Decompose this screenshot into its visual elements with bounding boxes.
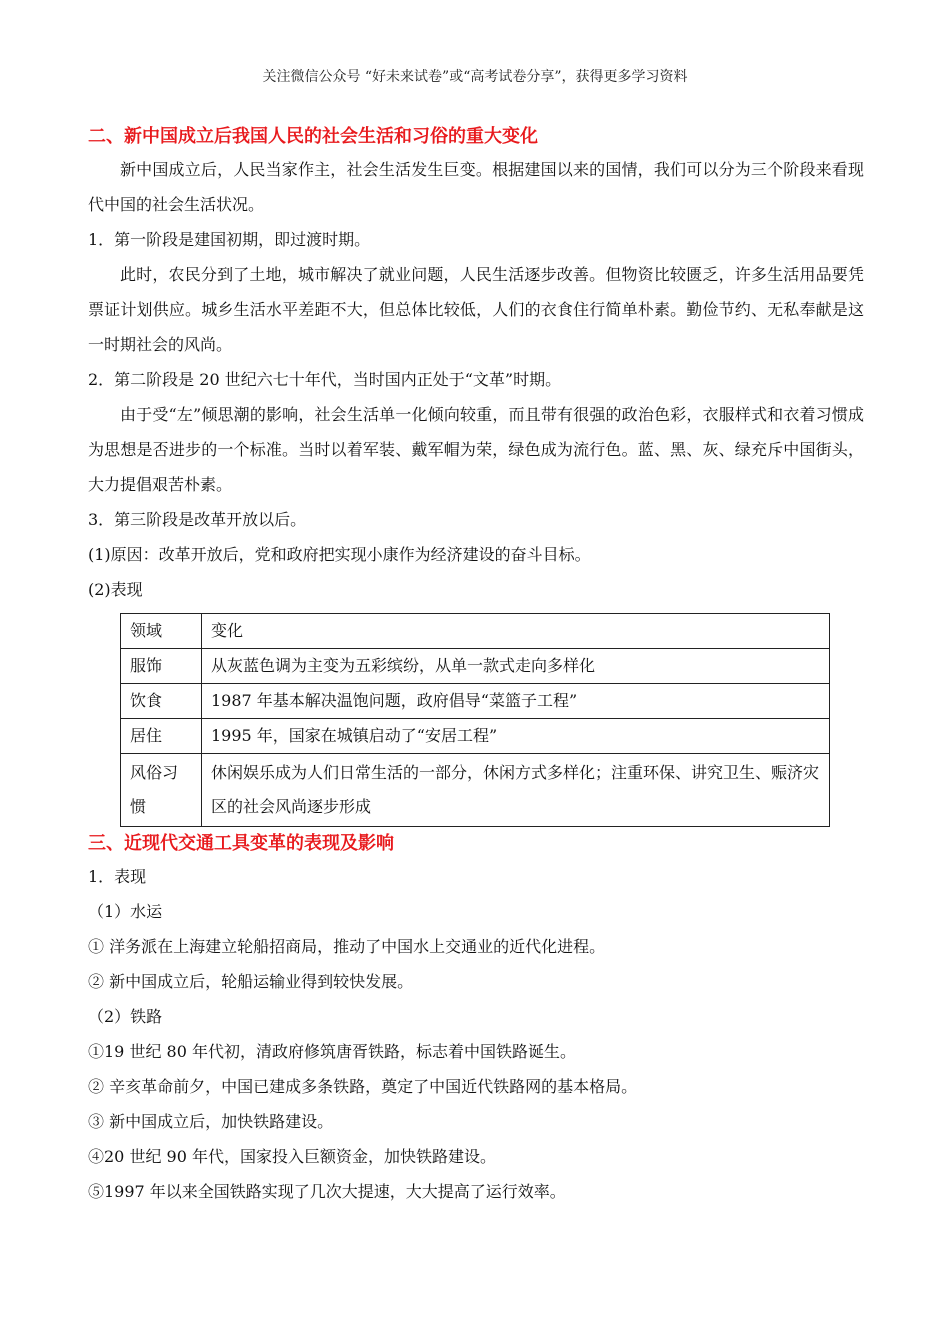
rail-item: ② 辛亥革命前夕，中国已建成多条铁路，奠定了中国近代铁路网的基本格局。 (88, 1077, 638, 1096)
table-row (121, 684, 830, 719)
section-3-title: 三、近现代交通工具变革的表现及影响 (88, 833, 394, 854)
table-row (121, 754, 830, 827)
table-cell: 1987 年基本解决温饱问题，政府倡导“菜篮子工程” (202, 684, 830, 719)
table-cell: 饮食 (121, 684, 202, 719)
section-3-p1: 1．表现 (88, 867, 147, 886)
table-cell: 1995 年，国家在城镇启动了“安居工程” (202, 719, 830, 754)
rail-item: ③ 新中国成立后，加快铁路建设。 (88, 1112, 334, 1131)
rail-item: ⑤1997 年以来全国铁路实现了几次大提速，大大提高了运行效率。 (88, 1182, 566, 1201)
stage-1-title: 1．第一阶段是建国初期，即过渡时期。 (88, 230, 371, 249)
section-2-title: 二、新中国成立后我国人民的社会生活和习俗的重大变化 (88, 126, 538, 147)
table-header-cell: 领域 (121, 614, 202, 649)
reason-paragraph: (1)原因：改革开放后，党和政府把实现小康作为经济建设的奋斗目标。 (88, 545, 591, 564)
water-item: ② 新中国成立后，轮船运输业得到较快发展。 (88, 972, 414, 991)
table-cell: 从灰蓝色调为主变为五彩缤纷，从单一款式走向多样化 (202, 649, 830, 684)
water-label: （1）水运 (88, 902, 163, 921)
page-header: 关注微信公众号 “好未来试卷”或“高考试卷分享”，获得更多学习资料 (262, 69, 688, 85)
table-cell: 居住 (121, 719, 202, 754)
stage-1-body: 此时，农民分到了土地，城市解决了就业问题，人民生活逐步改善。但物资比较匮乏，许多生活用品要凭票证计划供应。城乡生活水平差距不大，但总体比较低，人们的衣食住行简单朴素。勤俭节约、无私奉献是这一时期社会的风尚。 (88, 265, 864, 354)
rail-item: ④20 世纪 90 年代，国家投入巨额资金，加快铁路建设。 (88, 1147, 496, 1166)
table-header-cell: 变化 (202, 614, 830, 649)
section-2-intro: 新中国成立后，人民当家作主，社会生活发生巨变。根据建国以来的国情，我们可以分为三个阶段来看现代中国的社会生活状况。 (88, 160, 864, 214)
table-row (121, 649, 830, 684)
social-change-table (120, 613, 830, 827)
table-row (121, 719, 830, 754)
performance-label: (2)表现 (88, 580, 143, 599)
table-cell: 风俗习惯 (121, 754, 202, 827)
stage-2-body: 由于受“左”倾思潮的影响，社会生活单一化倾向较重，而且带有很强的政治色彩，衣服样式和衣着习惯成为思想是否进步的一个标准。当时以着军装、戴军帽为荣，绿色成为流行色。蓝、黑、灰、绿充斥中国街头，大力提倡艰苦朴素。 (88, 405, 864, 494)
stage-2-title: 2．第二阶段是 20 世纪六七十年代，当时国内正处于“文革”时期。 (88, 370, 562, 389)
table-cell: 服饰 (121, 649, 202, 684)
content (88, 122, 864, 1209)
table-cell: 休闲娱乐成为人们日常生活的一部分，休闲方式多样化；注重环保、讲究卫生、赈济灾区的社会风尚逐步形成 (202, 754, 830, 827)
table-header-row (121, 614, 830, 649)
rail-item: ①19 世纪 80 年代初，清政府修筑唐胥铁路，标志着中国铁路诞生。 (88, 1042, 576, 1061)
rail-label: （2）铁路 (88, 1007, 163, 1026)
water-item: ① 洋务派在上海建立轮船招商局，推动了中国水上交通业的近代化进程。 (88, 937, 606, 956)
stage-3-title: 3．第三阶段是改革开放以后。 (88, 510, 307, 529)
